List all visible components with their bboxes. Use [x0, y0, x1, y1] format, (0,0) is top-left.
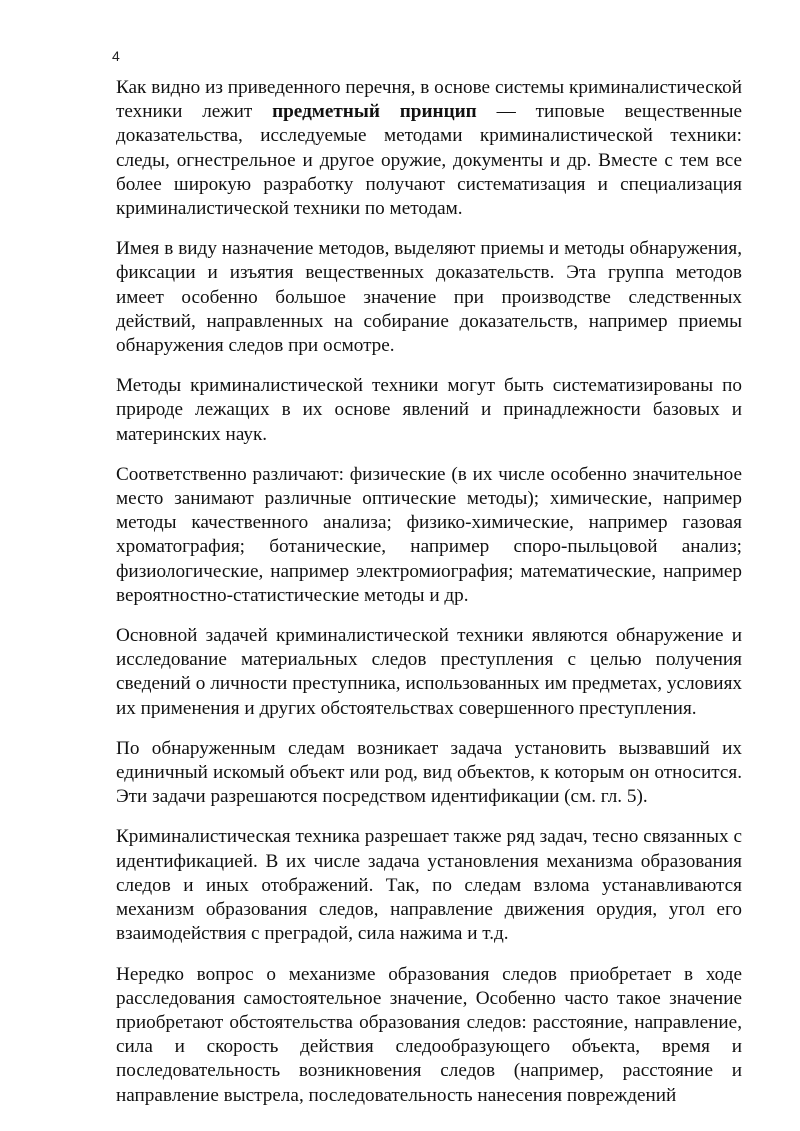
paragraph-1-bold-term: предметный принцип — [272, 101, 477, 123]
paragraph-7: Криминалистическая техника разрешает также ряд задач, тесно связанных с идентификацией. В их числе задача установления механизма образования следов и иных отображений. Так, по следам взлома устанавливаются механизм образования следов, направление движения орудия, угол его взаимодействия с преградой, сила нажима и т.д. — [116, 826, 742, 945]
paragraph-1-text-start: Как видно из приведенного перечня, в основе системы криминалистической техники лежит — [116, 77, 742, 123]
document-body — [116, 76, 742, 1108]
paragraph-2: Имея в виду назначение методов, выделяют приемы и методы обнаружения, фиксации и изъятия вещественных доказательств. Эта группа методов имеет особенно большое значение при производстве следственных действий, направленных на собирание доказательств, например приемы обнаружения следов при осмотре. — [116, 238, 742, 357]
page-number: 4 — [112, 48, 120, 64]
paragraph-1 — [116, 76, 742, 221]
paragraph-5: Основной задачей криминалистической техники являются обнаружение и исследование материальных следов преступления с целью получения сведений о личности преступника, использованных им предметах, условиях их применения и других обстоятельствах совершенного преступления. — [116, 625, 742, 719]
paragraph-3: Методы криминалистической техники могут быть систематизированы по природе лежащих в их основе явлений и принадлежности базовых и материнских наук. — [116, 375, 742, 445]
paragraph-4: Соответственно различают: физические (в их числе особенно значительное место занимают различные оптические методы); химические, например методы качественного анализа; физико-химические, например газовая хроматография; ботанические, например споро-пыльцовой анализ; физиологические, например электромиография; математические, например вероятностно-статистические методы и др. — [116, 463, 742, 606]
paragraph-6: По обнаруженным следам возникает задача установить вызвавший их единичный искомый объект или род, вид объектов, к которым он относится. Эти задачи разрешаются посредством идентификации (см. гл. 5). — [116, 737, 742, 808]
paragraph-1-text-end: — типовые вещественные доказательства, исследуемые методами криминалистической техники: следы, огнестрельное и другое оружие, документы и др. Вместе с тем все более широкую разработку получают систематизация и специализация криминалистической техники по методам. — [116, 101, 742, 220]
paragraph-8: Нередко вопрос о механизме образования следов приобретает в ходе расследования самостоятельное значение, Особенно часто такое значение приобретают обстоятельства образования следов: расстояние, направление, сила и скорость действия следообразующего объекта, время и последовательность возникновения следов (например, расстояние и направление выстрела, последовательность нанесения повреждений — [116, 963, 742, 1106]
